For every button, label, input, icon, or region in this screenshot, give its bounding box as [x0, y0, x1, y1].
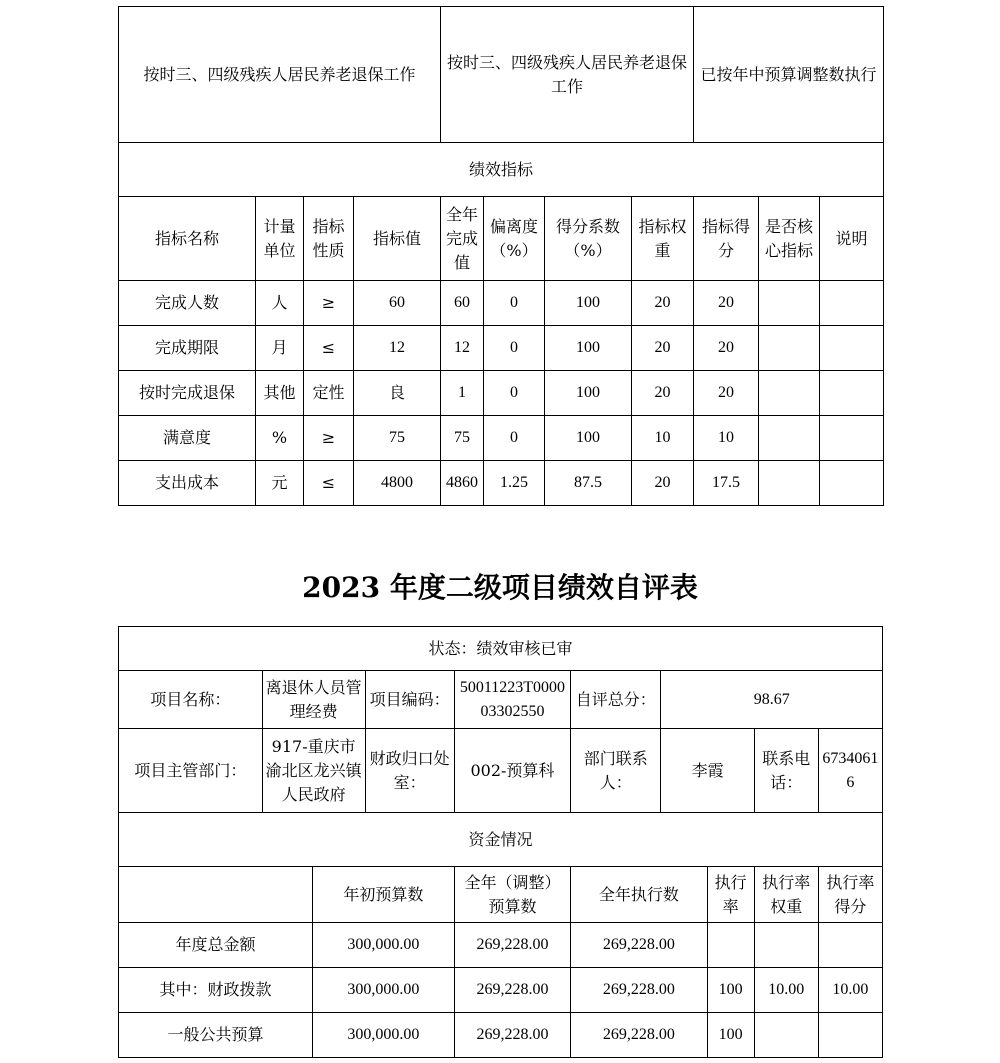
status-text: 状态：绩效审核已审 [119, 627, 883, 671]
header-cell: 说明 [820, 197, 884, 281]
table-cell [820, 281, 884, 326]
table-cell: 10.00 [754, 968, 818, 1013]
table-cell [820, 461, 884, 506]
table-cell: 269,228.00 [454, 968, 570, 1013]
table-cell: 4860 [441, 461, 484, 506]
table-cell [759, 416, 820, 461]
header-cell: 全年完成值 [441, 197, 484, 281]
table-cell: 100 [707, 1013, 754, 1058]
table-cell: ≤ [304, 461, 354, 506]
header-cell: 年初预算数 [313, 867, 455, 923]
table-cell [818, 923, 882, 968]
table-cell: ≥ [304, 416, 354, 461]
table-cell: 75 [354, 416, 441, 461]
goal-right-cell: 已按年中预算调整数执行 [694, 7, 884, 143]
table-cell: % [256, 416, 304, 461]
header-cell: 执行率 [707, 867, 754, 923]
table-cell: 20 [694, 281, 759, 326]
table-row [119, 1013, 883, 1058]
table-cell: 300,000.00 [313, 1013, 455, 1058]
goal-middle-cell: 按时三、四级残疾人居民养老退保工作 [441, 7, 694, 143]
header-cell: 指标值 [354, 197, 441, 281]
header-cell [119, 867, 313, 923]
project-table [118, 626, 883, 1058]
table-cell: 元 [256, 461, 304, 506]
table-cell: 20 [694, 371, 759, 416]
header-cell: 是否核心指标 [759, 197, 820, 281]
phone-label: 联系电话： [754, 729, 818, 813]
department-label: 项目主管部门： [119, 729, 263, 813]
table-cell: 4800 [354, 461, 441, 506]
table-cell: ≤ [304, 326, 354, 371]
header-cell: 执行率权重 [754, 867, 818, 923]
indicator-section-title: 绩效指标 [119, 143, 884, 197]
contact-value: 李霞 [661, 729, 754, 813]
table-cell: 1 [441, 371, 484, 416]
table-cell: 100 [545, 416, 632, 461]
table-cell: 一般公共预算 [119, 1013, 313, 1058]
table-cell: 年度总金额 [119, 923, 313, 968]
table-cell: 60 [441, 281, 484, 326]
table-cell [754, 1013, 818, 1058]
table-cell: 良 [354, 371, 441, 416]
score-value: 98.67 [661, 671, 883, 729]
table-cell: 1.25 [484, 461, 545, 506]
table-row [119, 968, 883, 1013]
table-cell [759, 281, 820, 326]
table-cell: 20 [632, 326, 694, 371]
table-cell [820, 371, 884, 416]
header-cell: 全年执行数 [571, 867, 707, 923]
indicator-section-row [119, 143, 884, 197]
header-cell: 计量单位 [256, 197, 304, 281]
table-cell: ≥ [304, 281, 354, 326]
table-cell: 300,000.00 [313, 968, 455, 1013]
table-cell: 0 [484, 281, 545, 326]
header-cell: 指标性质 [304, 197, 354, 281]
goal-left-cell: 按时三、四级残疾人居民养老退保工作 [119, 7, 441, 143]
project-code-value: 50011223T000003302550 [454, 671, 570, 729]
project-code-label: 项目编码： [365, 671, 454, 729]
table-cell: 支出成本 [119, 461, 256, 506]
table-row [119, 326, 884, 371]
table-cell: 10 [632, 416, 694, 461]
table-cell: 75 [441, 416, 484, 461]
funds-section-title: 资金情况 [119, 813, 883, 867]
table-cell: 100 [545, 326, 632, 371]
finance-office-value: 002-预算科 [454, 729, 570, 813]
table-cell: 100 [545, 281, 632, 326]
table-cell: 12 [354, 326, 441, 371]
table-cell: 269,228.00 [454, 923, 570, 968]
table-cell [707, 923, 754, 968]
table-cell: 10 [694, 416, 759, 461]
table-cell [759, 371, 820, 416]
table-cell: 20 [694, 326, 759, 371]
project-name-value: 离退休人员管理经费 [262, 671, 365, 729]
project-name-label: 项目名称： [119, 671, 263, 729]
indicator-header-row [119, 197, 884, 281]
table-row [119, 416, 884, 461]
score-label: 自评总分： [571, 671, 661, 729]
project-name-row [119, 671, 883, 729]
indicator-table [118, 6, 884, 506]
table-cell [820, 416, 884, 461]
table-cell: 20 [632, 371, 694, 416]
table-cell: 269,228.00 [571, 923, 707, 968]
table-cell [820, 326, 884, 371]
table-cell: 定性 [304, 371, 354, 416]
table-row [119, 281, 884, 326]
table-cell: 300,000.00 [313, 923, 455, 968]
table-cell: 月 [256, 326, 304, 371]
table-cell: 按时完成退保 [119, 371, 256, 416]
department-value: 917-重庆市渝北区龙兴镇人民政府 [262, 729, 365, 813]
table-cell: 20 [632, 281, 694, 326]
table-row [119, 461, 884, 506]
table-cell [759, 461, 820, 506]
table-cell: 20 [632, 461, 694, 506]
table-cell: 0 [484, 371, 545, 416]
phone-value: 67340616 [818, 729, 882, 813]
contact-label: 部门联系人： [571, 729, 661, 813]
table-cell: 60 [354, 281, 441, 326]
table-cell: 完成期限 [119, 326, 256, 371]
page-title: 2023 年度二级项目绩效自评表 [302, 571, 698, 604]
table-cell: 完成人数 [119, 281, 256, 326]
table-cell: 其他 [256, 371, 304, 416]
funds-section-row [119, 813, 883, 867]
goal-row [119, 7, 884, 143]
table-cell: 12 [441, 326, 484, 371]
header-cell: 得分系数（%） [545, 197, 632, 281]
header-cell: 指标权重 [632, 197, 694, 281]
table-cell: 人 [256, 281, 304, 326]
table-cell [754, 923, 818, 968]
table-cell: 269,228.00 [571, 1013, 707, 1058]
table-cell: 269,228.00 [454, 1013, 570, 1058]
table-cell: 0 [484, 416, 545, 461]
table-cell: 0 [484, 326, 545, 371]
table-row [119, 371, 884, 416]
table-cell: 100 [545, 371, 632, 416]
table-cell: 269,228.00 [571, 968, 707, 1013]
table-cell: 17.5 [694, 461, 759, 506]
header-cell: 指标得分 [694, 197, 759, 281]
funds-header-row [119, 867, 883, 923]
finance-office-label: 财政归口处室： [365, 729, 454, 813]
header-cell: 全年（调整）预算数 [454, 867, 570, 923]
table-row [119, 923, 883, 968]
department-row [119, 729, 883, 813]
table-cell: 100 [707, 968, 754, 1013]
table-cell: 满意度 [119, 416, 256, 461]
header-cell: 指标名称 [119, 197, 256, 281]
header-cell: 执行率得分 [818, 867, 882, 923]
table-cell [759, 326, 820, 371]
table-cell [818, 1013, 882, 1058]
table-cell: 87.5 [545, 461, 632, 506]
table-cell: 其中：财政拨款 [119, 968, 313, 1013]
status-row [119, 627, 883, 671]
table-cell: 10.00 [818, 968, 882, 1013]
header-cell: 偏离度（%） [484, 197, 545, 281]
